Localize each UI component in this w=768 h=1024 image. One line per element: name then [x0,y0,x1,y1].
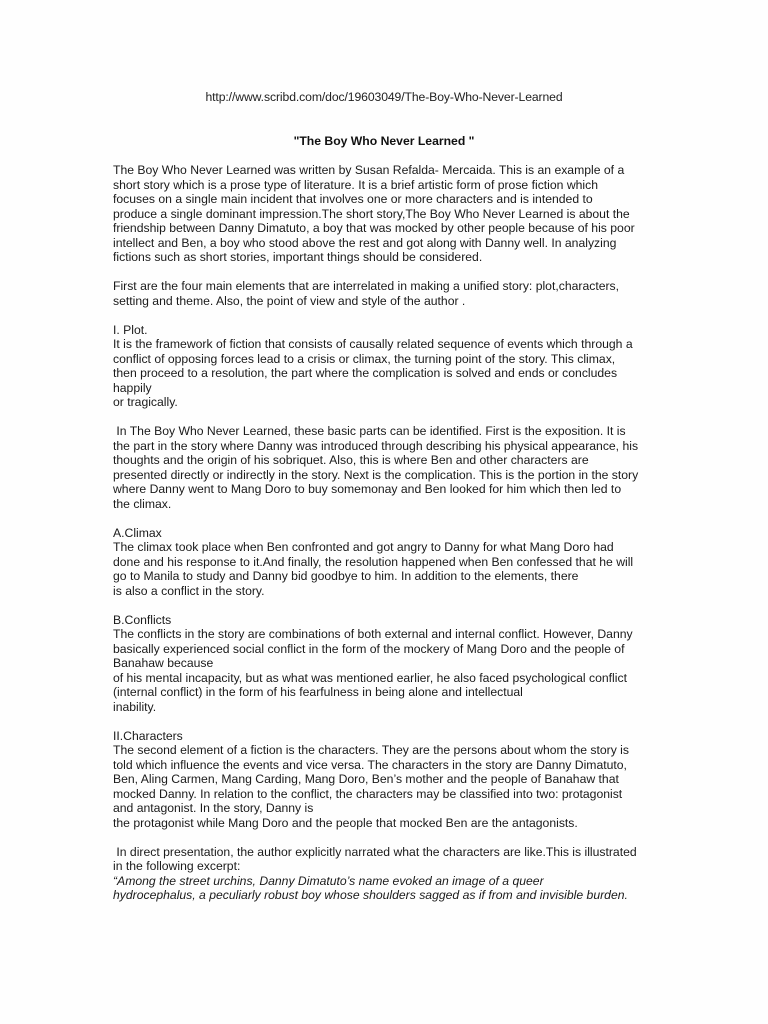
text-line: where Danny went to Mang Doro to buy somemonay and Ben looked for him which then led to [113,482,622,496]
text-line: and antagonist. In the story, Danny is [113,801,314,815]
paragraph-gap [113,308,673,323]
text-line: The climax took place when Ben confronted and got angry to Danny for what Mang Doro had [113,540,614,554]
text-line: done and his response to it.And finally, the resolution happened when Ben confessed that he will [113,554,634,569]
paragraph-elements [113,279,673,308]
excerpt-line: hydrocephalus, a peculiarly robust boy whose shoulders sagged as if from and invisible burden. [113,888,628,902]
section-heading: I. Plot. [113,322,148,337]
paragraph-gap [113,511,673,526]
text-line: In direct presentation, the author explicitly narrated what the characters are like.This is illustrated [113,844,637,859]
section-conflicts [113,613,673,715]
section-climax [113,526,673,599]
text-line: go to Manila to study and Danny bid goodbye to him. In addition to the elements, there [113,569,579,583]
text-line: presented directly or indirectly in the story. Next is the complication. This is the portion in the story [113,467,639,482]
text-line: setting and theme. Also, the point of view and style of the author . [113,293,466,308]
section-heading: B.Conflicts [113,612,172,627]
document-body [113,163,673,903]
text-line: Ben, Aling Carmen, Mang Carding, Mang Doro, Ben’s mother and the people of Banahaw that [113,772,619,786]
text-line: conflict of opposing forces lead to a crisis or climax, the turning point of the story. This climax, [113,351,616,366]
text-line: mocked Danny. In relation to the conflict, the characters may be classified into two: protagonist [113,786,623,801]
text-line: It is the framework of fiction that consists of causally related sequence of events which through a [113,337,633,351]
text-line: is also a conflict in the story. [113,583,265,598]
section-heading: A.Climax [113,525,162,540]
text-line: short story which is a prose type of literature. It is a brief artistic form of prose fiction which [113,177,598,192]
paragraph-plot-parts [113,424,673,511]
text-line: The second element of a fiction is the characters. They are the persons about whom the story is [113,743,629,757]
text-line: Banahaw because [113,656,214,670]
text-line: then proceed to a resolution, the part where the complication is solved and ends or concludes [113,366,618,380]
source-url: http://www.scribd.com/doc/19603049/The-Boy-Who-Never-Learned [205,90,563,104]
section-plot [113,323,673,410]
section-characters [113,729,673,831]
text-line: the climax. [113,496,172,511]
paragraph-gap [113,830,673,845]
text-line: the part in the story where Danny was introduced through describing his physical appearance, his [113,438,639,453]
paragraph-gap [113,265,673,280]
section-heading: II.Characters [113,728,183,743]
text-line: basically experienced social conflict in the form of the mockery of Mang Doro and the people of [113,641,625,656]
text-line: or tragically. [113,395,178,409]
text-line: of his mental incapacity, but as what was mentioned earlier, he also faced psychological conflict [113,670,627,685]
paragraph-intro [113,163,673,265]
paragraph-gap [113,410,673,425]
paragraph-direct-presentation [113,845,673,903]
text-line: thoughts and the origin of his sobriquet. Also, this is where Ben and other characters are [113,453,589,467]
document-title: "The Boy Who Never Learned " [293,134,475,148]
text-line: produce a single dominant impression.The short story,The Boy Who Never Learned is about the [113,206,630,221]
text-line: the protagonist while Mang Doro and the people that mocked Ben are the antagonists. [113,815,578,830]
text-line: friendship between Danny Dimatuto, a boy that was mocked by other people because of his poor [113,221,635,235]
text-line: First are the four main elements that are interrelated in making a unified story: plot,characters, [113,279,620,293]
paragraph-gap [113,714,673,729]
excerpt-line: “Among the street urchins, Danny Dimatuto’s name evoked an image of a queer [113,873,544,888]
text-line: The conflicts in the story are combinations of both external and internal conflict. However, Danny [113,627,633,641]
text-line: told which influence the events and vice versa. The characters in the story are Danny Dimatuto, [113,757,627,772]
text-line: (internal conflict) in the form of his fearfulness in being alone and intellectual [113,685,523,699]
text-line: happily [113,380,152,395]
text-line: fictions such as short stories, important things should be considered. [113,250,483,264]
text-line: intellect and Ben, a boy who stood above the rest and got along with Danny well. In analyzing [113,235,617,250]
paragraph-gap [113,598,673,613]
text-line: focuses on a single main incident that involves one or more characters and is intended to [113,192,593,206]
text-line: inability. [113,699,157,714]
text-line: in the following excerpt: [113,859,241,873]
text-line: In The Boy Who Never Learned, these basic parts can be identified. First is the exposition. It is [113,424,626,438]
text-line: The Boy Who Never Learned was written by Susan Refalda- Mercaida. This is an example of a [113,163,625,177]
